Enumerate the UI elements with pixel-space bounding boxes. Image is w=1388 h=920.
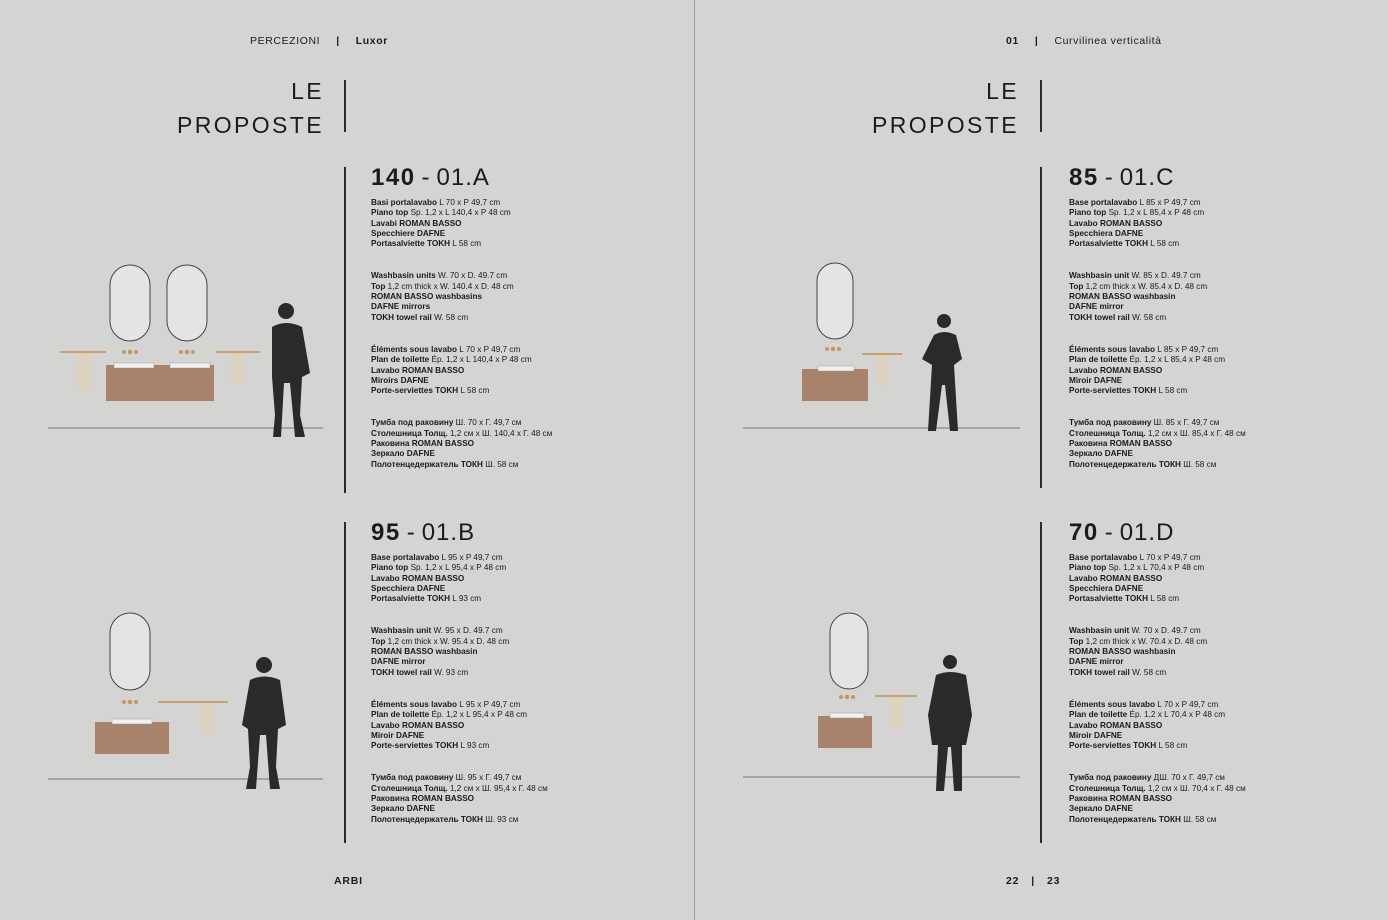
vanity-cabinet (802, 369, 868, 401)
mirror (817, 263, 853, 339)
composition-heading: 140 - 01.A (371, 164, 490, 191)
composition-width: 85 (1069, 164, 1099, 191)
page-title (164, 74, 324, 142)
vanity-cabinet (95, 722, 169, 754)
towel (876, 355, 888, 385)
composition-heading: 70 - 01.D (1069, 519, 1175, 546)
spec-line: Plan de toilette Ép. 1,2 x L 70,4 x P 48 cm (1069, 710, 1226, 720)
spec-line: Miroir DAFNE (1069, 375, 1123, 385)
person-man (272, 303, 310, 437)
header-separator: | (336, 35, 340, 47)
basin-left (114, 363, 154, 368)
spec-line: TOKH towel rail W. 58 cm (1069, 312, 1167, 322)
spec-line: ROMAN BASSO washbasin (1069, 292, 1176, 302)
composition-heading: 95 - 01.B (371, 519, 476, 546)
spec-group-ru (371, 773, 671, 824)
page-number-left: 22 (1006, 875, 1020, 887)
taps (122, 700, 138, 705)
spec-line: Base portalavabo L 95 x P 49,7 cm (371, 553, 503, 562)
spec-line: Top 1,2 cm thick x W. 70.4 x D. 48 cm (1069, 636, 1208, 646)
basin (112, 719, 152, 724)
taps (825, 347, 841, 352)
spec-line: Lavabo ROMAN BASSO (371, 365, 465, 375)
title-line-1: LE (291, 78, 324, 104)
spec-line: TOKH towel rail W. 58 cm (1069, 667, 1167, 677)
spec-line: Éléments sous lavabo L 85 x P 49,7 cm (1069, 344, 1219, 354)
spec-line: Раковина ROMAN BASSO (371, 794, 475, 804)
spec-line: Portasalviette TOKH L 93 cm (371, 594, 482, 604)
spec-line: TOKH towel rail W. 58 cm (371, 312, 469, 322)
header-separator: | (1034, 35, 1039, 47)
composition-01d-illustration (740, 605, 1030, 800)
spec-line: Lavabi ROMAN BASSO (371, 218, 462, 228)
spec-line: Miroir DAFNE (1069, 730, 1123, 740)
composition-01a-illustration (40, 255, 340, 445)
spec-line: Éléments sous lavabo L 70 x P 49,7 cm (1069, 699, 1219, 709)
mirror (830, 613, 868, 689)
spec-line: Piano top Sp. 1,2 x L 85,4 x P 48 cm (1069, 208, 1205, 218)
block-divider (1040, 167, 1042, 488)
person-man-coat (928, 655, 972, 791)
taps-right (179, 350, 195, 355)
spec-line: Porte-serviettes TOKH L 58 cm (1069, 386, 1188, 396)
spec-line: Specchiera DAFNE (1069, 228, 1144, 238)
spec-line: Тумба под раковину ДШ. 70 х Г. 49,7 см (1069, 773, 1225, 783)
spec-line: ROMAN BASSO washbasins (371, 292, 483, 302)
spec-line: Top 1,2 cm thick x W. 95.4 x D. 48 cm (371, 636, 510, 646)
spec-line: Полотенцедержатель ТОКН Ш. 58 см (1069, 814, 1217, 824)
towel-rail-right (216, 351, 260, 353)
spec-line: Portasalviette TOKH L 58 cm (371, 239, 482, 249)
spec-line: Столешница Толщ. 1,2 см х Ш. 95,4 х Г. 48 см (371, 783, 548, 793)
running-header (250, 35, 388, 47)
spec-line: Plan de toilette Ép. 1,2 x L 85,4 x P 48 cm (1069, 355, 1226, 365)
spec-line: Зеркало DAFNE (371, 449, 435, 459)
taps-left (122, 350, 138, 355)
composition-width: 140 (371, 164, 416, 191)
spec-group-fr (1069, 345, 1369, 396)
spec-line: Столешница Толщ. 1,2 см х Ш. 140,4 х Г. 48 см (371, 428, 553, 438)
spec-line: Plan de toilette Ép. 1,2 x L 95,4 x P 48 cm (371, 710, 528, 720)
towel-right (230, 353, 244, 383)
composition-01c (1069, 165, 1369, 492)
spec-line: Portasalviette TOKH L 58 cm (1069, 594, 1180, 604)
running-header (1006, 35, 1162, 47)
towel-rail-left (60, 351, 106, 353)
spec-line: Lavabo ROMAN BASSO (1069, 720, 1163, 730)
composition-01c-illustration (740, 255, 1030, 445)
spec-line: Lavabo ROMAN BASSO (371, 720, 465, 730)
spec-group-fr (371, 700, 671, 751)
person-man (242, 657, 286, 789)
spec-group-ru (1069, 773, 1369, 824)
composition-width: 95 (371, 519, 401, 546)
spec-line: DAFNE mirror (1069, 657, 1124, 667)
page-title (859, 74, 1019, 142)
spec-line: Top 1,2 cm thick x W. 140.4 x D. 48 cm (371, 281, 514, 291)
spec-line: Porte-serviettes TOKH L 58 cm (1069, 741, 1188, 751)
spec-group-it (1069, 198, 1369, 249)
mirror-right (167, 265, 207, 341)
spec-line: Lavabo ROMAN BASSO (371, 573, 465, 583)
spec-line: DAFNE mirror (371, 657, 426, 667)
spec-line: Раковина ROMAN BASSO (371, 439, 475, 449)
spec-line: Basi portalavabo L 70 x P 49,7 cm (371, 198, 501, 207)
spec-line: Тумба под раковину Ш. 85 х Г. 49,7 см (1069, 418, 1220, 428)
block-divider (1040, 522, 1042, 843)
spec-line: Столешница Толщ. 1,2 см х Ш. 85,4 х Г. 48 см (1069, 428, 1246, 438)
spec-group-en (1069, 271, 1369, 322)
composition-code: 01.C (1119, 164, 1175, 191)
vanity-cabinet (818, 716, 872, 748)
taps (839, 695, 855, 700)
block-divider (344, 522, 346, 843)
spec-group-en (371, 271, 671, 322)
title-divider (1040, 80, 1042, 132)
spec-line: Тумба под раковину Ш. 70 х Г. 49,7 см (371, 418, 522, 428)
spec-group-it (371, 198, 671, 249)
vanity-cabinet (106, 365, 214, 401)
spec-line: Washbasin units W. 70 x D. 49.7 cm (371, 271, 508, 281)
composition-heading: 85 - 01.C (1069, 164, 1175, 191)
basin (830, 713, 864, 718)
basin-right (170, 363, 210, 368)
section-name: PERCEZIONI (250, 35, 321, 47)
spec-line: ROMAN BASSO washbasin (371, 647, 478, 657)
spec-line: Miroir DAFNE (371, 730, 425, 740)
spec-line: Тумба под раковину Ш. 95 х Г. 49,7 см (371, 773, 522, 783)
spec-line: Base portalavabo L 85 x P 49,7 cm (1069, 198, 1201, 207)
spec-group-it (371, 553, 671, 604)
spec-line: Éléments sous lavabo L 70 x P 49,7 cm (371, 344, 521, 354)
spec-line: Plan de toilette Ép. 1,2 x L 140,4 x P 48 cm (371, 355, 532, 365)
footer-page-numbers (1006, 875, 1060, 887)
composition-01b-illustration (40, 605, 340, 800)
spec-line: Полотенцедержатель ТОКН Ш. 58 см (1069, 459, 1217, 469)
spec-line: Specchiera DAFNE (371, 583, 446, 593)
spec-line: DAFNE mirrors (371, 302, 431, 312)
basin (818, 366, 854, 371)
spec-line: Portasalviette TOKH L 58 cm (1069, 239, 1180, 249)
spec-group-fr (1069, 700, 1369, 751)
towel-rail (875, 695, 917, 697)
spec-line: Porte-serviettes TOKH L 93 cm (371, 741, 490, 751)
spec-group-en (1069, 626, 1369, 677)
spec-group-en (371, 626, 671, 677)
spec-line: Top 1,2 cm thick x W. 85.4 x D. 48 cm (1069, 281, 1208, 291)
spec-group-ru (371, 418, 671, 469)
spec-line: Specchiere DAFNE (371, 228, 446, 238)
spec-line: Зеркало DAFNE (1069, 449, 1133, 459)
chapter-number: 01 (1006, 35, 1019, 47)
spec-line: Washbasin unit W. 70 x D. 49.7 cm (1069, 626, 1201, 636)
composition-width: 70 (1069, 519, 1099, 546)
chapter-subtitle: Curvilinea verticalità (1054, 35, 1162, 47)
page-number-right: 23 (1047, 875, 1061, 887)
title-line-1: LE (986, 78, 1019, 104)
spec-line: Base portalavabo L 70 x P 49,7 cm (1069, 553, 1201, 562)
spec-line: Piano top Sp. 1,2 x L 140,4 x P 48 cm (371, 208, 511, 218)
towel-rail (158, 701, 228, 703)
title-line-2: PROPOSTE (871, 112, 1019, 138)
spec-line: Зеркало DAFNE (371, 804, 435, 814)
spec-line: TOKH towel rail W. 93 cm (371, 667, 469, 677)
spec-line: Piano top Sp. 1,2 x L 70,4 x P 48 cm (1069, 563, 1205, 573)
mirror (110, 613, 150, 690)
composition-code: 01.B (421, 519, 476, 546)
spec-line: Specchiera DAFNE (1069, 583, 1144, 593)
footer-separator: | (1031, 875, 1036, 887)
mirror-left (110, 265, 150, 341)
spec-line: Полотенцедержатель ТОКН Ш. 58 см (371, 459, 519, 469)
collection-name: Luxor (355, 35, 388, 47)
towel-left (77, 353, 91, 391)
spec-line: Washbasin unit W. 85 x D. 49.7 cm (1069, 271, 1201, 281)
spec-group-fr (371, 345, 671, 396)
composition-code: 01.D (1119, 519, 1175, 546)
footer-brand: ARBI (334, 875, 363, 887)
towel-rail (862, 353, 902, 355)
spec-line: Miroirs DAFNE (371, 375, 429, 385)
spec-line: Lavabo ROMAN BASSO (1069, 365, 1163, 375)
towel (890, 697, 902, 727)
right-page (695, 0, 1388, 920)
spec-line: Раковина ROMAN BASSO (1069, 794, 1173, 804)
spec-line: Piano top Sp. 1,2 x L 95,4 x P 48 cm (371, 563, 507, 573)
spec-line: Porte-serviettes TOKH L 58 cm (371, 386, 490, 396)
spec-line: Éléments sous lavabo L 95 x P 49,7 cm (371, 699, 521, 709)
spec-line: DAFNE mirror (1069, 302, 1124, 312)
spec-line: Washbasin unit W. 95 x D. 49.7 cm (371, 626, 503, 636)
spec-group-it (1069, 553, 1369, 604)
title-divider (344, 80, 346, 132)
spec-line: Lavabo ROMAN BASSO (1069, 573, 1163, 583)
spec-line: Lavabo ROMAN BASSO (1069, 218, 1163, 228)
towel (200, 703, 214, 733)
spec-line: Столешница Толщ. 1,2 см х Ш. 70,4 х Г. 48 см (1069, 783, 1246, 793)
title-line-2: PROPOSTE (176, 112, 324, 138)
composition-01d (1069, 520, 1369, 847)
spec-line: Полотенцедержатель ТОКН Ш. 93 см (371, 814, 519, 824)
spec-line: Раковина ROMAN BASSO (1069, 439, 1173, 449)
spec-group-ru (1069, 418, 1369, 469)
spec-line: ROMAN BASSO washbasin (1069, 647, 1176, 657)
composition-01b (371, 520, 671, 847)
spec-line: Зеркало DAFNE (1069, 804, 1133, 814)
composition-code: 01.A (436, 164, 490, 191)
block-divider (344, 167, 346, 493)
composition-01a (371, 165, 671, 492)
person-woman (922, 314, 962, 431)
